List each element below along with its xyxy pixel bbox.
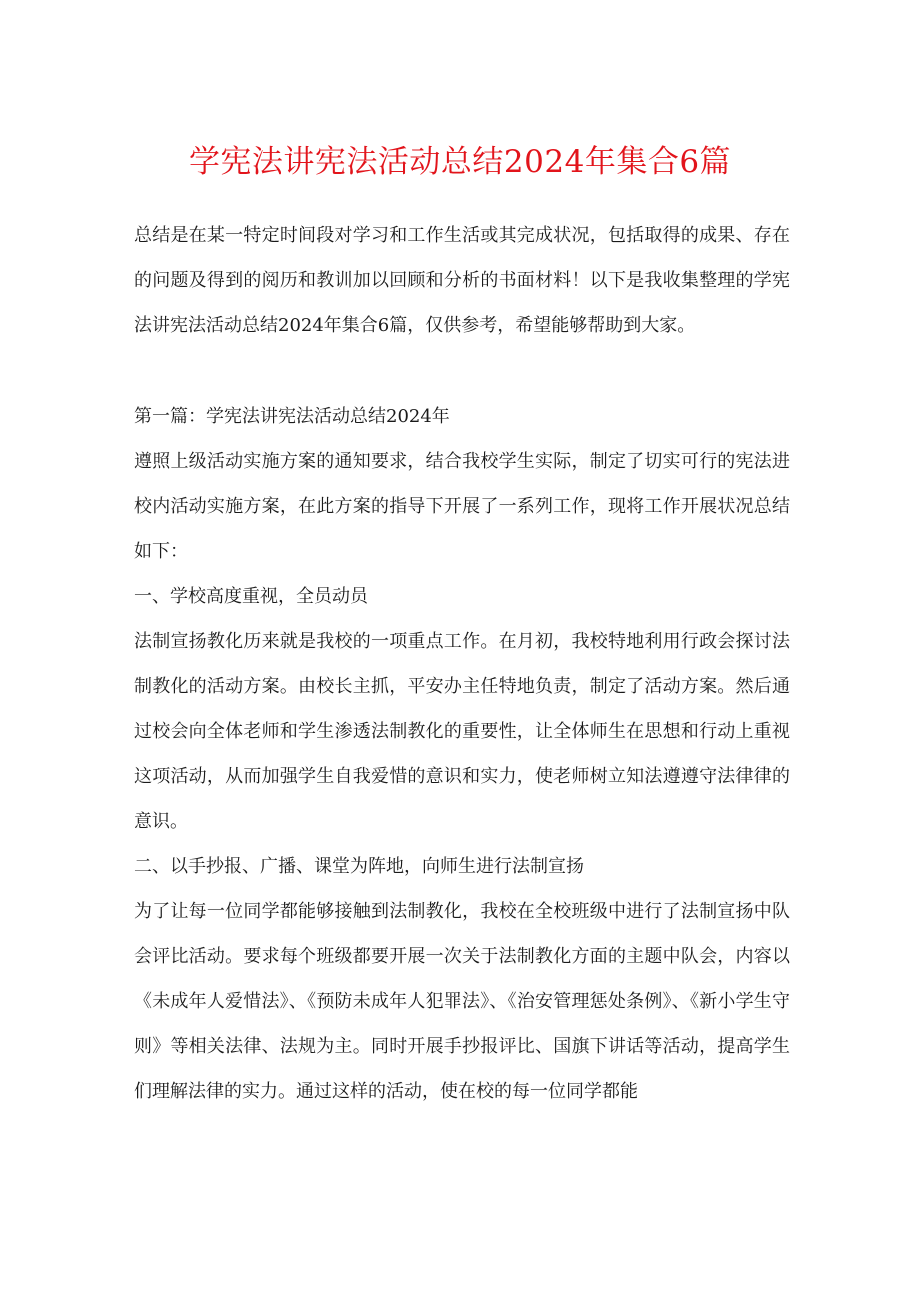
paragraph-spacer: [134, 348, 790, 394]
part-one-heading: 一、学校高度重视，全员动员: [134, 586, 368, 607]
section-heading: 第一篇：学宪法讲宪法活动总结2024年: [134, 406, 450, 427]
part-one-paragraph: 法制宣扬教化历来就是我校的一项重点工作。在月初，我校特地利用行政会探讨法制教化的活动方案。由校长主抓，平安办主任特地负责，制定了活动方案。然后通过校会向全体老师和学生渗透法制教化的重要性，让全体师生在思想和行动上重视这项活动，从而加强学生自我爱惜的意识和实力，使老师树立知法遵遵守法律律的意识。: [134, 631, 790, 832]
document-body: [134, 213, 790, 1114]
part-two-paragraph: 为了让每一位同学都能够接触到法制教化，我校在全校班级中进行了法制宣扬中队会评比活动。要求每个班级都要开展一次关于法制教化方面的主题中队会，内容以《未成年人爱惜法》、《预防未成年人犯罪法》、《治安管理惩处条例》、《新小学生守则》等相关法律、法规为主。同时开展手抄报评比、国旗下讲话等活动，提高学生们理解法律的实力。通过这样的活动，使在校的每一位同学都能: [134, 901, 790, 1102]
intro-paragraph: 总结是在某一特定时间段对学习和工作生活或其完成状况，包括取得的成果、存在的问题及得到的阅历和教训加以回顾和分析的书面材料！以下是我收集整理的学宪法讲宪法活动总结2024年集合6篇，仅供参考，希望能够帮助到大家。: [134, 225, 790, 336]
document-title: 学宪法讲宪法活动总结2024年集合6篇: [188, 144, 732, 180]
section-intro-paragraph: 遵照上级活动实施方案的通知要求，结合我校学生实际，制定了切实可行的宪法进校内活动实施方案，在此方案的指导下开展了一系列工作，现将工作开展状况总结如下：: [134, 451, 790, 562]
part-two-heading: 二、以手抄报、广播、课堂为阵地，向师生进行法制宣扬: [134, 856, 584, 877]
